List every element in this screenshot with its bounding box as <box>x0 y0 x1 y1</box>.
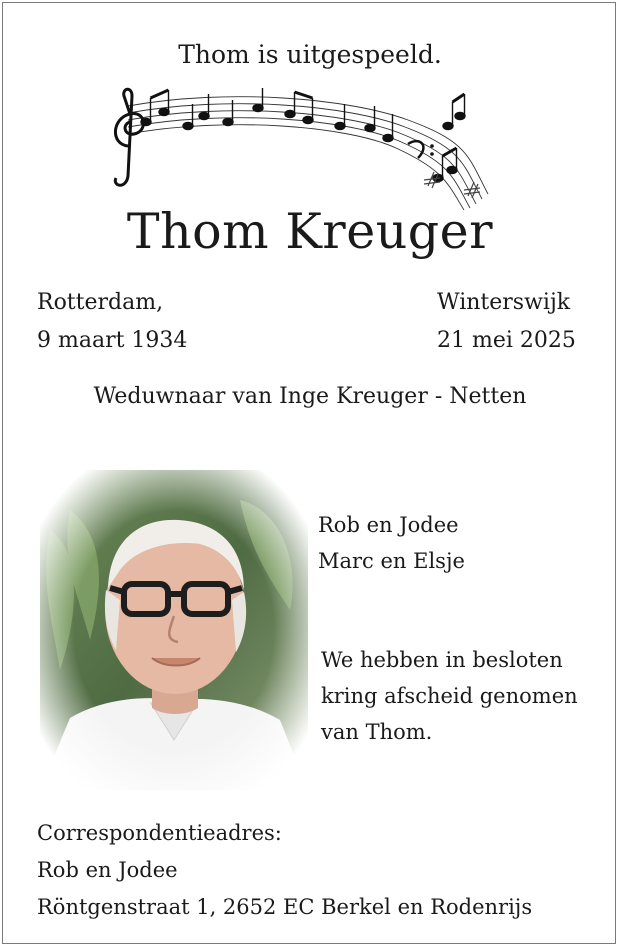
farewell-message <box>321 642 578 750</box>
deceased-name: Thom Kreuger <box>126 203 494 260</box>
correspondence-name: Rob en Jodee <box>37 858 178 882</box>
message-line-1: We hebben in besloten <box>321 648 563 672</box>
opening-line: Thom is uitgespeeld. <box>178 40 442 69</box>
message-line-2: kring afscheid genomen <box>321 684 578 708</box>
birth-info <box>37 284 187 360</box>
family-line-1: Rob en Jodee <box>318 513 459 537</box>
message-line-3: van Thom. <box>321 720 433 744</box>
portrait-photo <box>40 470 308 790</box>
correspondence-label: Correspondentieadres: <box>37 821 282 845</box>
music-notes-icon <box>108 86 494 210</box>
family-names <box>318 507 465 579</box>
death-place: Winterswijk <box>437 290 571 315</box>
correspondence-address <box>37 815 532 926</box>
family-line-2: Marc en Elsje <box>318 549 465 573</box>
correspondence-street: Röntgenstraat 1, 2652 EC Berkel en Rodenrijs <box>37 895 533 919</box>
birth-date: 9 maart 1934 <box>37 328 188 353</box>
widower-line: Weduwnaar van Inge Kreuger - Netten <box>93 384 527 409</box>
birth-place: Rotterdam, <box>37 290 164 315</box>
death-info <box>437 284 576 360</box>
death-date: 21 mei 2025 <box>437 328 576 353</box>
